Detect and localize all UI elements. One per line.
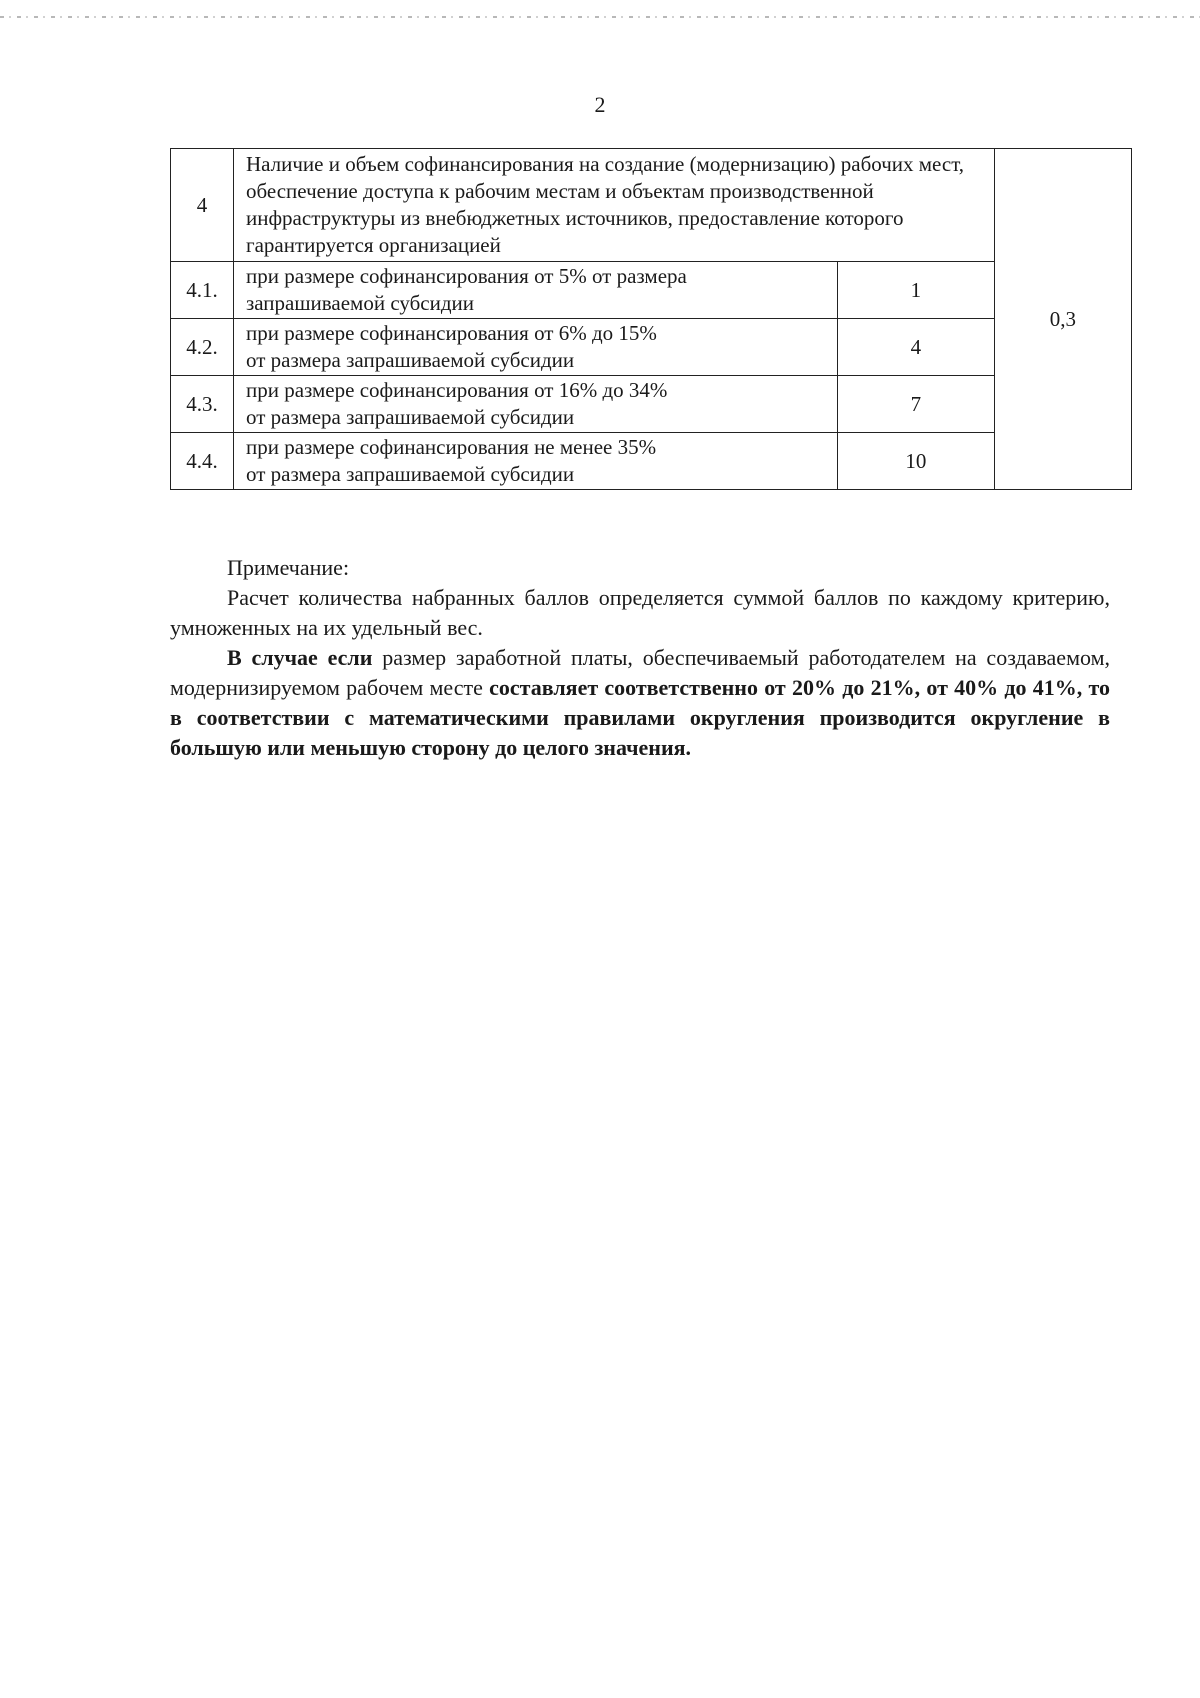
note-paragraph-2-bold-end: составляет соответственно от 20% до 21%, от 40% до 41%, то в соответствии с математическими правилами округления производится округление в большую или меньшую сторону до целого значения. <box>170 675 1111 760</box>
row-description-cell <box>233 433 837 490</box>
row-score-cell: 1 <box>838 262 994 319</box>
row-score-cell: 10 <box>838 433 994 490</box>
row-description-line: от размера запрашиваемой субсидии <box>245 462 575 486</box>
scan-edge-artifact <box>0 16 1200 18</box>
row-description-cell <box>233 262 837 319</box>
row-score-cell: 4 <box>838 319 994 376</box>
row-description-line: от размера запрашиваемой субсидии <box>245 405 575 429</box>
row-number-cell: 4.2. <box>171 319 234 376</box>
note-title: Примечание: <box>227 555 350 580</box>
row-number-cell: 4.3. <box>171 376 234 433</box>
row-description-cell <box>233 319 837 376</box>
row-description-line: при размере софинансирования от 5% от размера <box>245 264 687 288</box>
note-paragraph-2-text: размер заработной платы, обеспечиваемый работодателем на создаваемом, модернизируемом рабочем месте <box>170 645 1110 700</box>
row-description-line: при размере софинансирования от 6% до 15% <box>245 321 657 345</box>
criteria-table <box>170 148 1132 490</box>
table-row-group-4 <box>171 149 1132 262</box>
row-description-line: при размере софинансирования от 16% до 34% <box>245 378 668 402</box>
group-description-cell: Наличие и объем софинансирования на создание (модернизацию) рабочих мест, обеспечение доступа к рабочим местам и объектам производственной инфраструктуры из внебюджетных источников, предоставление которого гарантируется организацией <box>233 149 994 262</box>
row-number-cell: 4.1. <box>171 262 234 319</box>
row-description-cell <box>233 376 837 433</box>
row-description-line: запрашиваемой субсидии <box>245 291 475 315</box>
page-number: 2 <box>594 92 606 117</box>
table-row <box>171 376 1132 433</box>
table-row <box>171 433 1132 490</box>
weight-value: 0,3 <box>1049 306 1076 331</box>
row-description-line: от размера запрашиваемой субсидии <box>245 348 575 372</box>
table-row <box>171 319 1132 376</box>
table-row <box>171 262 1132 319</box>
row-number-cell: 4.4. <box>171 433 234 490</box>
note-paragraph-1: Расчет количества набранных баллов определяется суммой баллов по каждому критерию, умноженных на их удельный вес. <box>170 585 1110 640</box>
row-score-cell: 7 <box>838 376 994 433</box>
row-description-line: при размере софинансирования не менее 35% <box>245 435 657 459</box>
note-paragraph-2 <box>170 643 1110 763</box>
note-paragraph-2-bold-start: В случае если <box>227 645 373 670</box>
group-number-cell: 4 <box>171 149 234 262</box>
weight-cell <box>994 149 1131 490</box>
